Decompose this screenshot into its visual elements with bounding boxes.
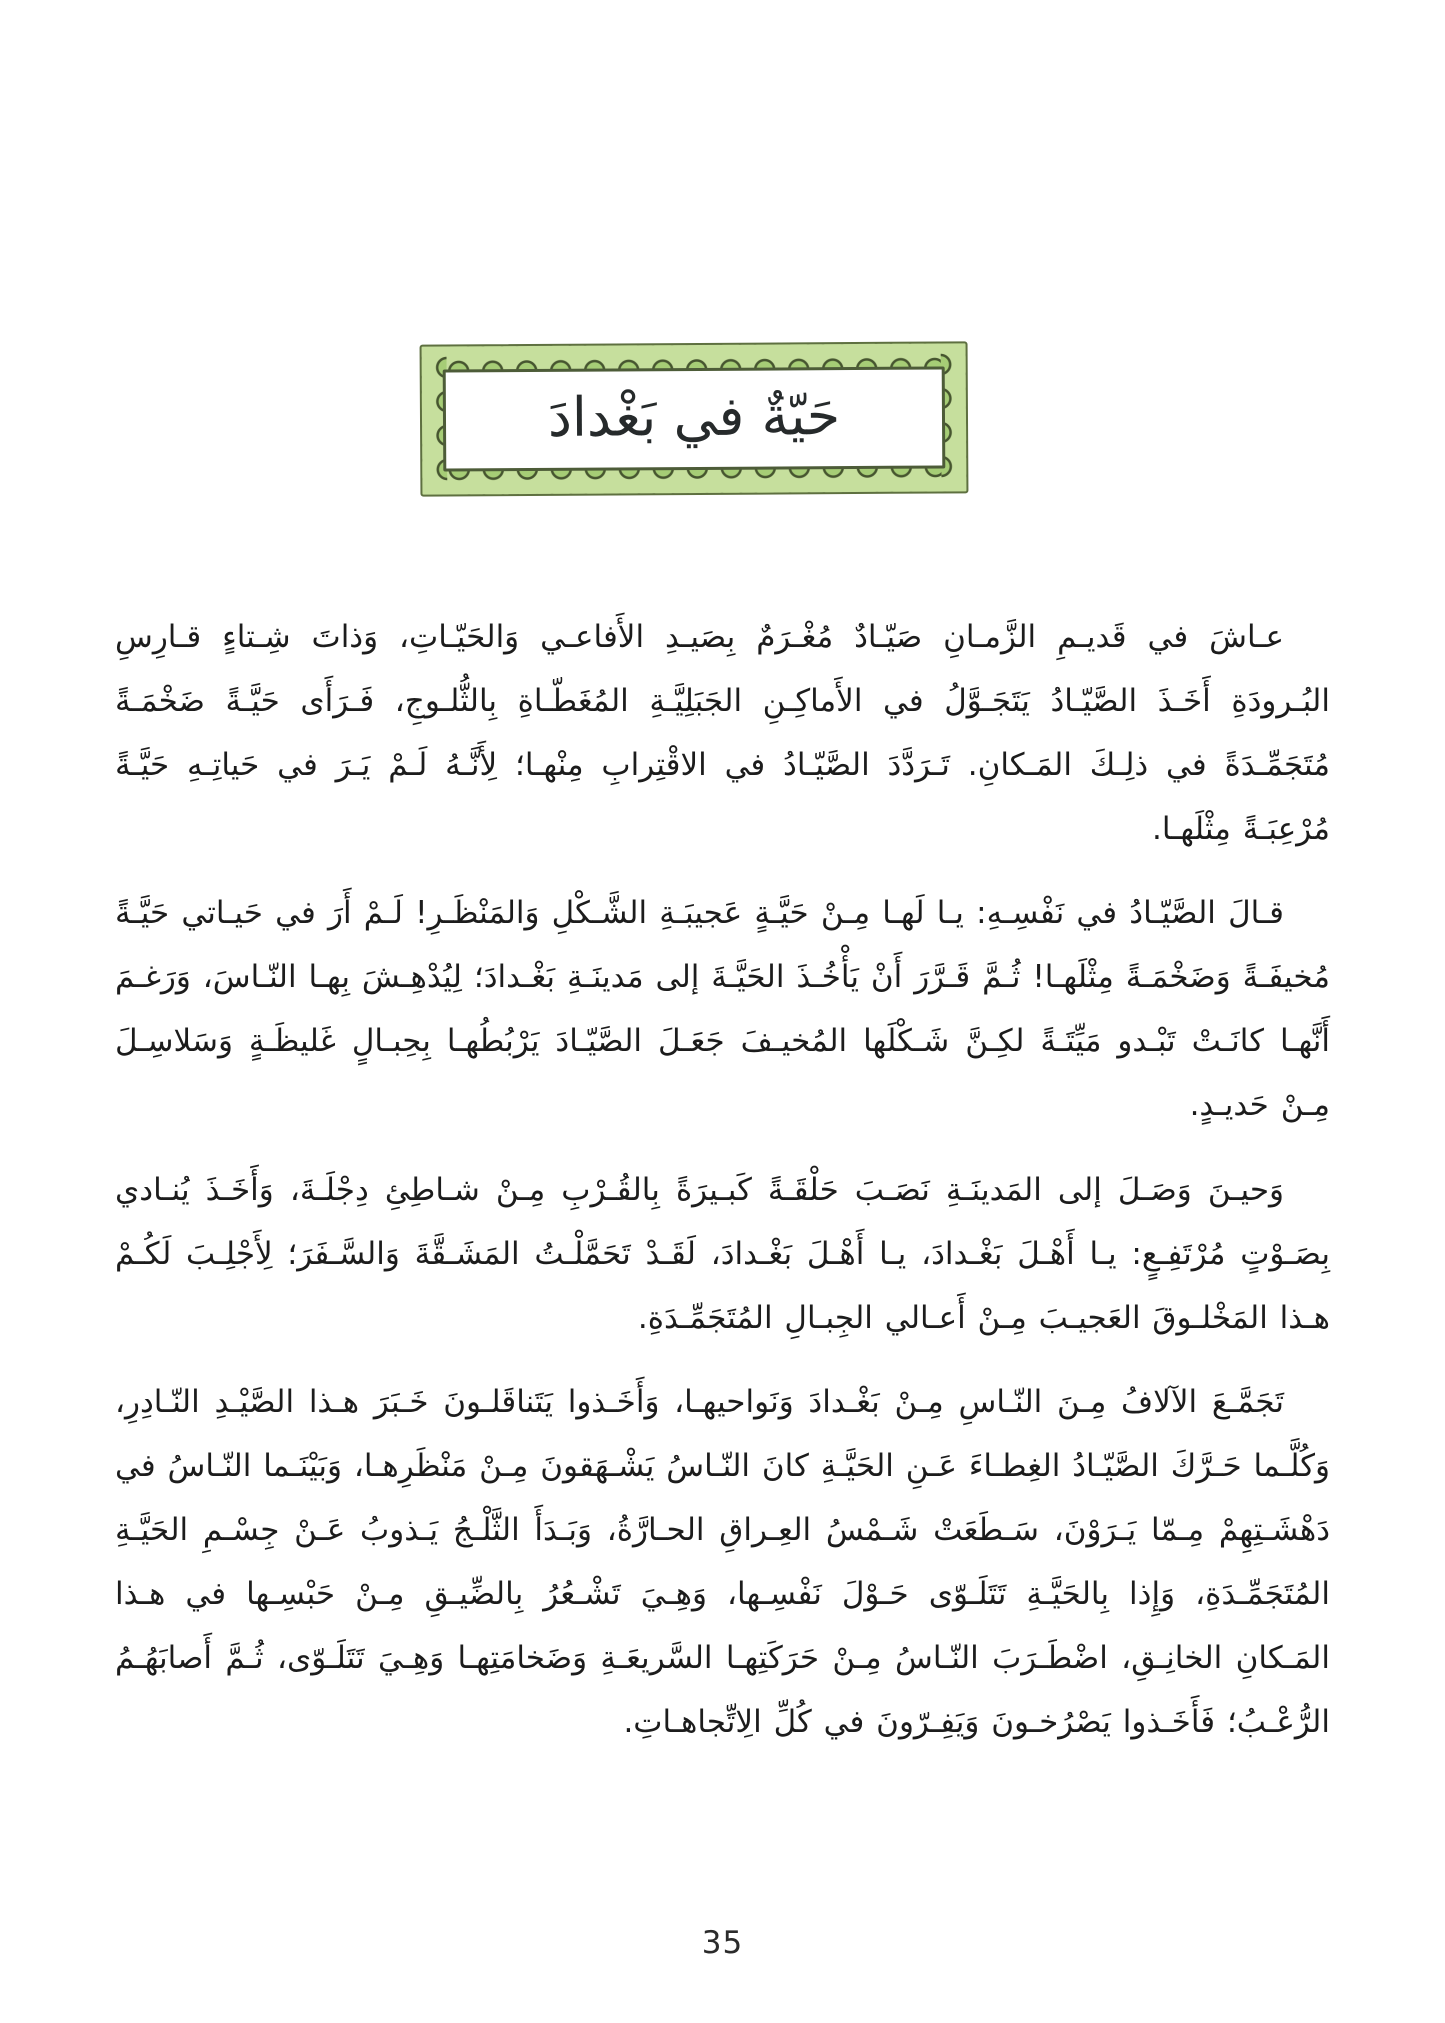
story-text <box>115 606 1330 1776</box>
story-paragraph-4: تَجَمَّـعَ الآلافُ مِـنَ النّـاسِ مِـنْ بَغْـدادَ وَنَواحيهـا، وَأَخَـذوا يَتَناقَلـونَ خَـبَرَ هـذا الصَّيْـدِ النّـادِرِ، وَكُلَّـما حَـرَّكَ الصَّيّـادُ الغِطـاءَ عَـنِ الحَيَّـةِ كانَ النّـاسُ يَشْـهَقونَ مِـنْ مَنْظَرِهـا، وَبَيْنَـما النّـاسُ في دَهْشَـتِهِمْ مِـمّا يَـرَوْنَ، سَـطَعَتْ شَـمْسُ العِـراقِ الحـارَّةُ، وَبَـدَأَ الثَّلْـجُ يَـذوبُ عَـنْ جِسْـمِ الحَيَّـةِ المُتَجَمِّـدَةِ، وَإِذا بِالحَيَّـةِ تَتَلَـوّى حَـوْلَ نَفْسِـها، وَهِـيَ تَشْـعُرُ بِالضِّيـقِ مِـنْ حَبْسِـها في هـذا المَـكانِ الخانِـقِ، اضْطَـرَبَ النّـاسُ مِـنْ حَرَكَتِهـا السَّريعَـةِ وَضَخامَتِهـا وَهِـيَ تَتَلَـوّى، ثُـمَّ أَصابَهُـمُ الرُّعْـبُ؛ فَأَخَـذوا يَصْرُخـونَ وَيَفِـرّونَ في كُلِّ الِاتِّجاهـاتِ. <box>115 1384 1330 1740</box>
page-title: حَيّةٌ في بَغْدادَ <box>547 383 841 449</box>
title-frame <box>420 341 969 496</box>
story-paragraph-3: وَحيـنَ وَصَـلَ إلى المَدينَـةِ نَصَـبَ حَلْقَـةً كَبـيرَةً بِالقُـرْبِ مِـنْ شـاطِئِ دِجْلَـةَ، وَأَخَـذَ يُنـادي بِصَـوْتٍ مُرْتَفِـعٍ: يـا أَهْـلَ بَغْـدادَ، يـا أَهْـلَ بَغْـدادَ، لَقَـدْ تَحَمَّلْـتُ المَشَـقَّةَ وَالسَّـفَرَ؛ لِأَجْلِـبَ لَكُـمْ هـذا المَخْلـوقَ العَجيـبَ مِـنْ أَعـالي الجِبـالِ المُتَجَمِّـدَةِ. <box>115 1171 1330 1336</box>
story-paragraph-2: قـالَ الصَّيّـادُ في نَفْسِـهِ: يـا لَهـا مِـنْ حَيَّـةٍ عَجيبَـةِ الشَّـكْلِ وَالمَنْظَـرِ! لَـمْ أَرَ في حَيـاتي حَيَّـةً مُخيفَـةً وَضَخْمَـةً مِثْلَهـا! ثُـمَّ قَـرَّرَ أَنْ يَأْخُـذَ الحَيَّـةَ إلى مَدينَـةِ بَغْـدادَ؛ لِيُدْهِـشَ بِهـا النّـاسَ، وَرَغـمَ أَنَّهـا كانَـتْ تَبْـدو مَيِّتَـةً لكِـنَّ شَـكْلَها المُخيـفَ جَعَـلَ الصَّيّـادَ يَرْبُطُهـا بِحِبـالٍ غَليظَـةٍ وَسَلاسِـلَ مِـنْ حَديـدٍ. <box>115 895 1330 1124</box>
title-box <box>443 366 946 471</box>
page-footer <box>0 1925 1445 1961</box>
page-number: 35 <box>701 1925 744 1961</box>
story-paragraph-1: عـاشَ في قَديـمِ الزَّمـانِ صَيّـادٌ مُغْـرَمٌ بِصَيـدِ الأَفاعـي وَالحَيّـاتِ، وَذاتَ شِـتاءٍ قـارِسِ البُـرودَةِ أَخَـذَ الصَّيّـادُ يَتَجَـوَّلُ في الأَماكِـنِ الجَبَلِيَّـةِ المُغَطّـاةِ بِالثُّلـوجِ، فَـرَأَى حَيَّـةً ضَخْمَـةً مُتَجَمِّـدَةً في ذلِـكَ المَـكانِ. تَـرَدَّدَ الصَّيّـادُ في الاقْتِرابِ مِنْهـا؛ لِأَنَّـهُ لَـمْ يَـرَ في حَياتِـهِ حَيَّـةً مُرْعِبَـةً مِثْلَهـا. <box>115 619 1330 847</box>
